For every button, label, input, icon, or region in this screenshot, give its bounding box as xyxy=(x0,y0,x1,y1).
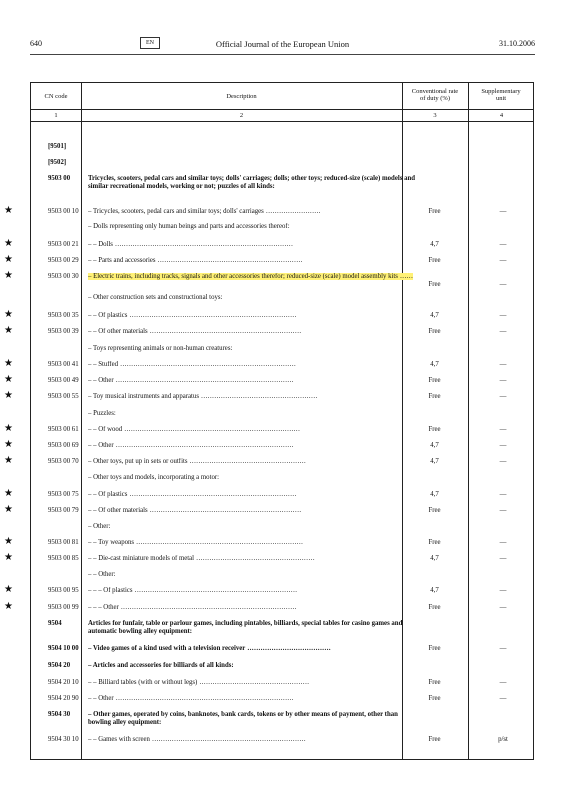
description-cell xyxy=(88,410,422,418)
leader-dots: ................................................................................ xyxy=(118,604,297,611)
description-cell xyxy=(88,377,422,385)
description-cell xyxy=(88,523,422,531)
unit-cell: — xyxy=(499,539,507,546)
cn-code-cell: 9503 00 85 xyxy=(48,555,79,562)
unit-cell: — xyxy=(499,604,507,611)
leader-dots: ..................................................................... xyxy=(147,507,302,514)
leader-dots: ................................................................................. xyxy=(113,695,295,702)
description-cell xyxy=(88,273,422,289)
description-cell xyxy=(88,662,422,670)
rate-cell: Free xyxy=(428,539,441,546)
leader-dots: ................................................................................. xyxy=(112,241,294,248)
cn-code-cell: 9503 00 10 xyxy=(48,208,79,215)
description-cell xyxy=(88,507,422,515)
language-badge: EN xyxy=(140,37,160,49)
description-text: – – Dolls xyxy=(88,241,113,248)
description-text: – Other construction sets and constructional toys: xyxy=(88,294,223,301)
rate-cell: 4,7 xyxy=(430,442,439,449)
description-cell xyxy=(88,442,422,450)
publication-date: 31.10.2006 xyxy=(499,39,535,48)
star-icon: ★ xyxy=(4,254,13,265)
description-text: – – Games with screen xyxy=(88,736,150,743)
unit-cell: — xyxy=(499,328,507,335)
star-icon: ★ xyxy=(4,552,13,563)
description-cell xyxy=(88,294,422,302)
star-icon: ★ xyxy=(4,238,13,249)
unit-cell: — xyxy=(499,257,507,264)
unit-cell: — xyxy=(499,442,507,449)
description-text: – – Other xyxy=(88,695,114,702)
star-icon: ★ xyxy=(4,390,13,401)
leader-dots: ............................................................................ xyxy=(127,491,297,498)
rate-cell: Free xyxy=(428,736,441,743)
unit-cell: — xyxy=(499,458,507,465)
unit-cell: p/st xyxy=(498,736,508,743)
star-icon: ★ xyxy=(4,439,13,450)
cn-code-cell: 9503 00 35 xyxy=(48,312,79,319)
description-text: – – Of other materials xyxy=(88,507,148,514)
col-header-unit: Supplementary unit xyxy=(481,88,521,102)
unit-cell: — xyxy=(499,695,507,702)
rate-cell: Free xyxy=(428,377,441,384)
cn-code-cell: 9503 00 55 xyxy=(48,393,79,400)
description-cell xyxy=(88,539,422,547)
rate-cell: Free xyxy=(428,393,441,400)
header-rule xyxy=(30,54,535,55)
description-cell xyxy=(88,491,422,499)
cn-code-cell: 9504 20 10 xyxy=(48,679,79,686)
col-header-cn-code: CN code xyxy=(44,93,68,100)
rate-cell: 4,7 xyxy=(430,555,439,562)
col-header-description: Description xyxy=(226,93,257,100)
rate-cell: Free xyxy=(428,604,441,611)
leader-dots: ...... xyxy=(397,273,414,280)
page-header xyxy=(30,39,535,53)
description-text: – Video games of a kind used with a television receiver xyxy=(88,645,246,652)
rate-cell: Free xyxy=(428,426,441,433)
star-icon: ★ xyxy=(4,358,13,369)
leader-dots: .................................................................. xyxy=(155,257,303,264)
unit-cell: — xyxy=(499,377,507,384)
star-icon: ★ xyxy=(4,270,13,281)
unit-cell: — xyxy=(499,241,507,248)
col-number: 3 xyxy=(433,112,437,119)
rate-cell: Free xyxy=(428,208,441,215)
description-text: – Electric trains, including tracks, signals and other accessories therefor; reduced-size (scale) model assembly kits xyxy=(88,273,398,280)
leader-dots: ..................................................... xyxy=(198,393,318,400)
description-cell xyxy=(88,695,422,703)
star-icon: ★ xyxy=(4,504,13,515)
unit-cell: — xyxy=(499,491,507,498)
leader-dots: ...................................... xyxy=(245,645,332,652)
col-header-rate: Conventional rate of duty (%) xyxy=(411,88,459,102)
description-cell xyxy=(88,208,422,216)
star-icon: ★ xyxy=(4,423,13,434)
description-cell xyxy=(88,587,422,595)
rate-cell: Free xyxy=(428,281,441,288)
cn-code-cell: 9504 20 xyxy=(48,662,71,669)
description-cell xyxy=(88,645,422,653)
description-text: – – Parts and accessories xyxy=(88,257,156,264)
cn-code-cell: 9504 30 xyxy=(48,711,71,718)
description-text: – Other toys and models, incorporating a motor: xyxy=(88,474,220,481)
description-text: – Dolls representing only human beings and parts and accessories thereof: xyxy=(88,223,290,230)
unit-cell: — xyxy=(499,361,507,368)
description-text: – – – Of plastics xyxy=(88,587,133,594)
cn-code-cell: [9502] xyxy=(48,159,67,166)
description-cell xyxy=(88,223,422,231)
leader-dots: ............................................................................ xyxy=(127,312,297,319)
description-text: – – – Other xyxy=(88,604,119,611)
cn-code-cell: [9501] xyxy=(48,143,67,150)
rate-cell: 4,7 xyxy=(430,491,439,498)
description-text: Articles for funfair, table or parlour games, including pintables, billiards, special tables for casino games and automatic bowling alley equipment: xyxy=(88,620,403,635)
leader-dots: ...................................................... xyxy=(194,555,316,562)
description-text: – – Toy weapons xyxy=(88,539,135,546)
description-text: – – Stuffed xyxy=(88,361,119,368)
star-icon: ★ xyxy=(4,205,13,216)
description-text: – Puzzles: xyxy=(88,410,116,417)
leader-dots: .................................................. xyxy=(197,679,310,686)
leader-dots: ...................................................................... xyxy=(149,736,307,743)
leader-dots: ................................................................................. xyxy=(113,442,295,449)
rate-cell: 4,7 xyxy=(430,241,439,248)
col-number: 4 xyxy=(499,112,504,119)
unit-cell: — xyxy=(499,507,507,514)
unit-cell: — xyxy=(499,645,507,652)
cn-code-cell: 9503 00 79 xyxy=(48,507,79,514)
unit-cell: — xyxy=(499,312,507,319)
header-separator xyxy=(31,121,533,122)
cn-code-cell: 9503 00 39 xyxy=(48,328,79,335)
description-text: – Other games, operated by coins, banknotes, bank cards, tokens or by other means of payment, other than bowling alley equipment: xyxy=(88,711,398,726)
description-cell xyxy=(88,679,422,687)
description-text: – – Other: xyxy=(88,571,116,578)
description-cell xyxy=(88,458,422,466)
col-divider xyxy=(81,83,82,759)
star-icon: ★ xyxy=(4,488,13,499)
col-divider xyxy=(468,83,469,759)
cn-code-cell: 9503 00 75 xyxy=(48,491,79,498)
cn-code-cell: 9503 00 29 xyxy=(48,257,79,264)
tariff-table xyxy=(4,82,534,760)
rate-cell: Free xyxy=(428,645,441,652)
description-text: – – Other xyxy=(88,377,114,384)
rate-cell: Free xyxy=(428,507,441,514)
cn-code-cell: 9504 20 90 xyxy=(48,695,79,702)
star-icon: ★ xyxy=(4,584,13,595)
leader-dots: ............................................................................ xyxy=(134,539,304,546)
description-cell xyxy=(88,555,422,563)
description-cell xyxy=(88,257,422,265)
description-text: – – Other xyxy=(88,442,114,449)
star-icon: ★ xyxy=(4,325,13,336)
description-cell xyxy=(88,474,422,482)
cn-code-cell: 9503 00 xyxy=(48,175,71,182)
description-text: – Other toys, put up in sets or outfits xyxy=(88,458,188,465)
description-text: Tricycles, scooters, pedal cars and similar toys; dolls' carriages; dolls; other toys; reduced-size (scale) models and similar recreational models, working or not; puzzles of all kinds: xyxy=(88,175,416,190)
unit-cell: — xyxy=(499,587,507,594)
description-cell xyxy=(88,361,422,369)
leader-dots: ......................... xyxy=(263,208,322,215)
cn-code-cell: 9503 00 21 xyxy=(48,241,79,248)
description-text: – – Of plastics xyxy=(88,312,128,319)
description-text: – Articles and accessories for billiards of all kinds: xyxy=(88,662,234,669)
unit-cell: — xyxy=(499,426,507,433)
star-icon: ★ xyxy=(4,309,13,320)
description-cell xyxy=(88,312,422,320)
description-cell xyxy=(88,711,422,726)
cn-code-cell: 9504 10 00 xyxy=(48,645,79,652)
description-text: – Toys representing animals or non-human creatures: xyxy=(88,345,233,352)
rate-cell: Free xyxy=(428,695,441,702)
description-cell xyxy=(88,620,422,635)
description-text: – – Of wood xyxy=(88,426,123,433)
col-number: 2 xyxy=(239,112,244,119)
star-icon: ★ xyxy=(4,374,13,385)
cn-code-cell: 9503 00 41 xyxy=(48,361,79,368)
rate-cell: 4,7 xyxy=(430,587,439,594)
cn-code-cell: 9503 00 49 xyxy=(48,377,79,384)
unit-cell: — xyxy=(499,393,507,400)
description-cell xyxy=(88,571,422,579)
description-text: – – Billiard tables (with or without legs) xyxy=(88,679,198,686)
description-cell xyxy=(88,604,422,612)
col-number: 1 xyxy=(54,112,58,119)
leader-dots: ..................................................................... xyxy=(147,328,302,335)
rate-cell: Free xyxy=(428,328,441,335)
rate-cell: 4,7 xyxy=(430,458,439,465)
cn-code-cell: 9503 00 30 xyxy=(48,273,79,280)
unit-cell: — xyxy=(499,679,507,686)
cn-code-cell: 9503 00 95 xyxy=(48,587,79,594)
description-text: – Tricycles, scooters, pedal cars and similar toys; dolls' carriages xyxy=(88,208,264,215)
description-cell xyxy=(88,241,422,249)
description-cell xyxy=(88,736,422,744)
star-icon: ★ xyxy=(4,455,13,466)
header-separator xyxy=(31,109,533,110)
leader-dots: ................................................................................ xyxy=(122,426,301,433)
cn-code-cell: 9504 xyxy=(48,620,62,627)
rate-cell: 4,7 xyxy=(430,312,439,319)
description-text: – – Of other materials xyxy=(88,328,148,335)
cn-code-cell: 9503 00 70 xyxy=(48,458,79,465)
description-cell xyxy=(88,345,422,353)
leader-dots: ..................................................... xyxy=(187,458,307,465)
cn-code-cell: 9503 00 81 xyxy=(48,539,79,546)
unit-cell: — xyxy=(499,281,507,288)
description-text: – – Of plastics xyxy=(88,491,128,498)
description-cell xyxy=(88,328,422,336)
description-cell xyxy=(88,426,422,434)
star-icon: ★ xyxy=(4,601,13,612)
cn-code-cell: 9503 00 69 xyxy=(48,442,79,449)
cn-code-cell: 9504 30 10 xyxy=(48,736,79,743)
cn-code-cell: 9503 00 61 xyxy=(48,426,79,433)
unit-cell: — xyxy=(499,555,507,562)
description-text: – Other: xyxy=(88,523,111,530)
page-number: 640 xyxy=(30,39,42,48)
description-cell xyxy=(88,175,422,190)
leader-dots: .......................................................................... xyxy=(132,587,298,594)
description-text: – Toy musical instruments and apparatus xyxy=(88,393,199,400)
journal-title: Official Journal of the European Union xyxy=(215,39,350,49)
rate-cell: Free xyxy=(428,257,441,264)
leader-dots: ................................................................................ xyxy=(118,361,297,368)
leader-dots: ................................................................................. xyxy=(113,377,295,384)
rate-cell: 4,7 xyxy=(430,361,439,368)
rate-cell: Free xyxy=(428,679,441,686)
description-text: – – Die-cast miniature models of metal xyxy=(88,555,195,562)
cn-code-cell: 9503 00 99 xyxy=(48,604,79,611)
description-cell xyxy=(88,393,422,401)
unit-cell: — xyxy=(499,208,507,215)
star-icon: ★ xyxy=(4,536,13,547)
